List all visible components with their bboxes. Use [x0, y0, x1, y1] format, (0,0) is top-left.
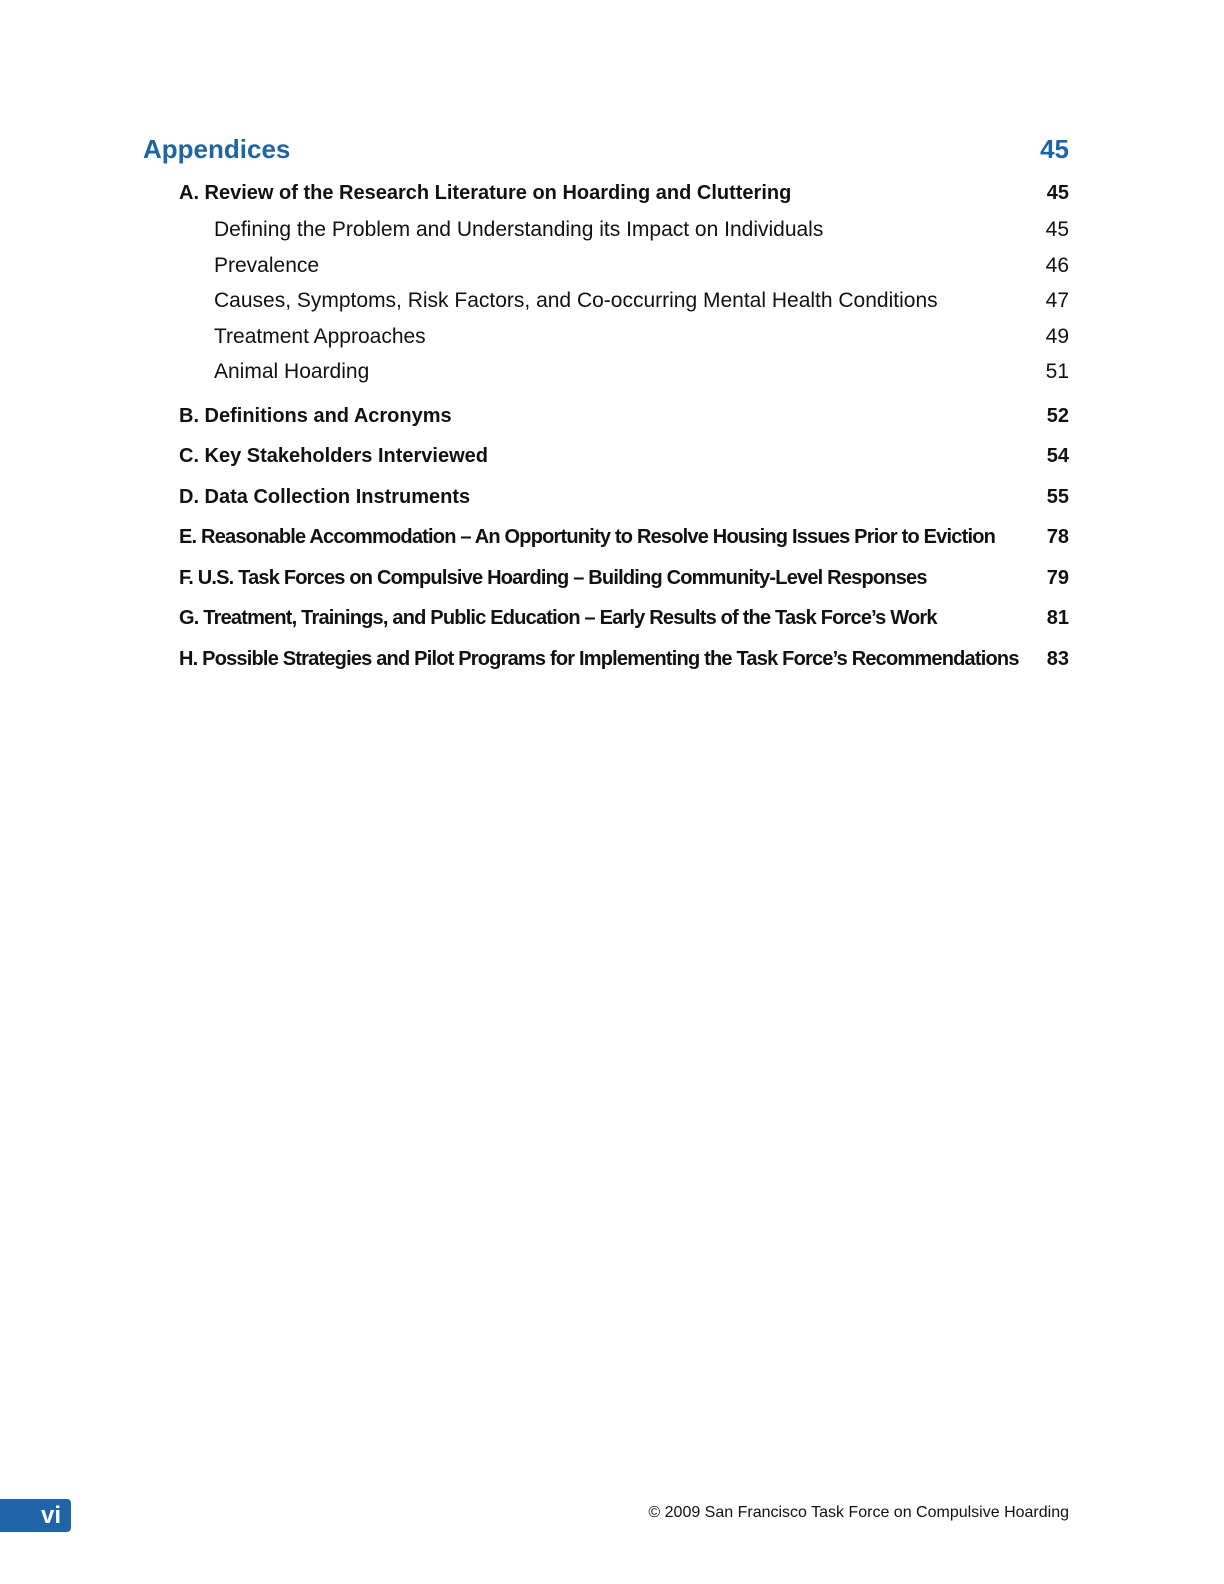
toc-entry-title: Animal Hoarding: [214, 360, 370, 383]
toc-entry-page: 47: [1045, 289, 1069, 312]
section-title: Appendices: [143, 134, 291, 164]
toc-entry-title: Causes, Symptoms, Risk Factors, and Co-occurring Mental Health Conditions: [214, 289, 938, 312]
toc-subentry-treatment-approaches[interactable]: [143, 319, 1069, 355]
toc-entry-title: Treatment Approaches: [214, 324, 426, 348]
toc-entry-page: 81: [1046, 607, 1069, 629]
toc-entry-page: 52: [1046, 404, 1069, 427]
toc-entry-page: 51: [1045, 360, 1069, 383]
toc-entry-title: B. Definitions and Acronyms: [179, 404, 452, 427]
toc-entry-appendix-a[interactable]: [143, 174, 1069, 212]
toc-section-heading[interactable]: [143, 134, 1069, 174]
toc-entry-title: G. Treatment, Trainings, and Public Education – Early Results of the Task Force’s Work: [179, 607, 937, 629]
toc-entry-title: E. Reasonable Accommodation – An Opportunity to Resolve Housing Issues Prior to Eviction: [179, 526, 996, 548]
toc-entry-title: Defining the Problem and Understanding its Impact on Individuals: [214, 218, 824, 241]
toc-subentry-causes-symptoms[interactable]: [143, 283, 1069, 319]
toc-entry-page: 79: [1046, 566, 1069, 589]
toc-entry-page: 83: [1046, 647, 1069, 670]
toc-entry-page: 45: [1045, 218, 1069, 241]
toc-entry-appendix-e[interactable]: [143, 517, 1069, 558]
toc-entry-appendix-d[interactable]: [143, 477, 1069, 518]
toc-entry-page: 55: [1046, 485, 1069, 508]
toc-subentry-prevalence[interactable]: [143, 248, 1069, 284]
toc-entry-page: 46: [1045, 253, 1069, 277]
toc-entry-title: C. Key Stakeholders Interviewed: [179, 445, 489, 467]
toc-entry-appendix-b[interactable]: [143, 396, 1069, 437]
toc-entry-title: H. Possible Strategies and Pilot Programs for Implementing the Task Force’s Recommendations: [179, 647, 1019, 670]
table-of-contents: [143, 134, 1069, 679]
toc-entry-page: 45: [1046, 182, 1069, 204]
toc-subentry-animal-hoarding[interactable]: [143, 354, 1069, 390]
toc-entry-page: 49: [1045, 324, 1069, 348]
toc-entry-title: F. U.S. Task Forces on Compulsive Hoarding – Building Community-Level Responses: [179, 566, 927, 589]
toc-entry-page: 78: [1046, 526, 1069, 548]
toc-entry-page: 54: [1046, 445, 1069, 467]
toc-entry-appendix-h[interactable]: [143, 639, 1069, 680]
footer-copyright: © 2009 San Francisco Task Force on Compulsive Hoarding: [648, 1504, 1069, 1521]
toc-subentry-defining-problem[interactable]: [143, 212, 1069, 248]
toc-entry-appendix-f[interactable]: [143, 558, 1069, 599]
toc-entry-appendix-c[interactable]: [143, 436, 1069, 477]
toc-entry-title: A. Review of the Research Literature on Hoarding and Cluttering: [179, 182, 792, 204]
section-page-number: 45: [1040, 134, 1069, 164]
toc-entry-title: D. Data Collection Instruments: [179, 485, 471, 508]
toc-entry-appendix-g[interactable]: [143, 598, 1069, 639]
toc-entry-title: Prevalence: [214, 253, 320, 277]
page-number-badge: vi: [0, 1499, 71, 1532]
